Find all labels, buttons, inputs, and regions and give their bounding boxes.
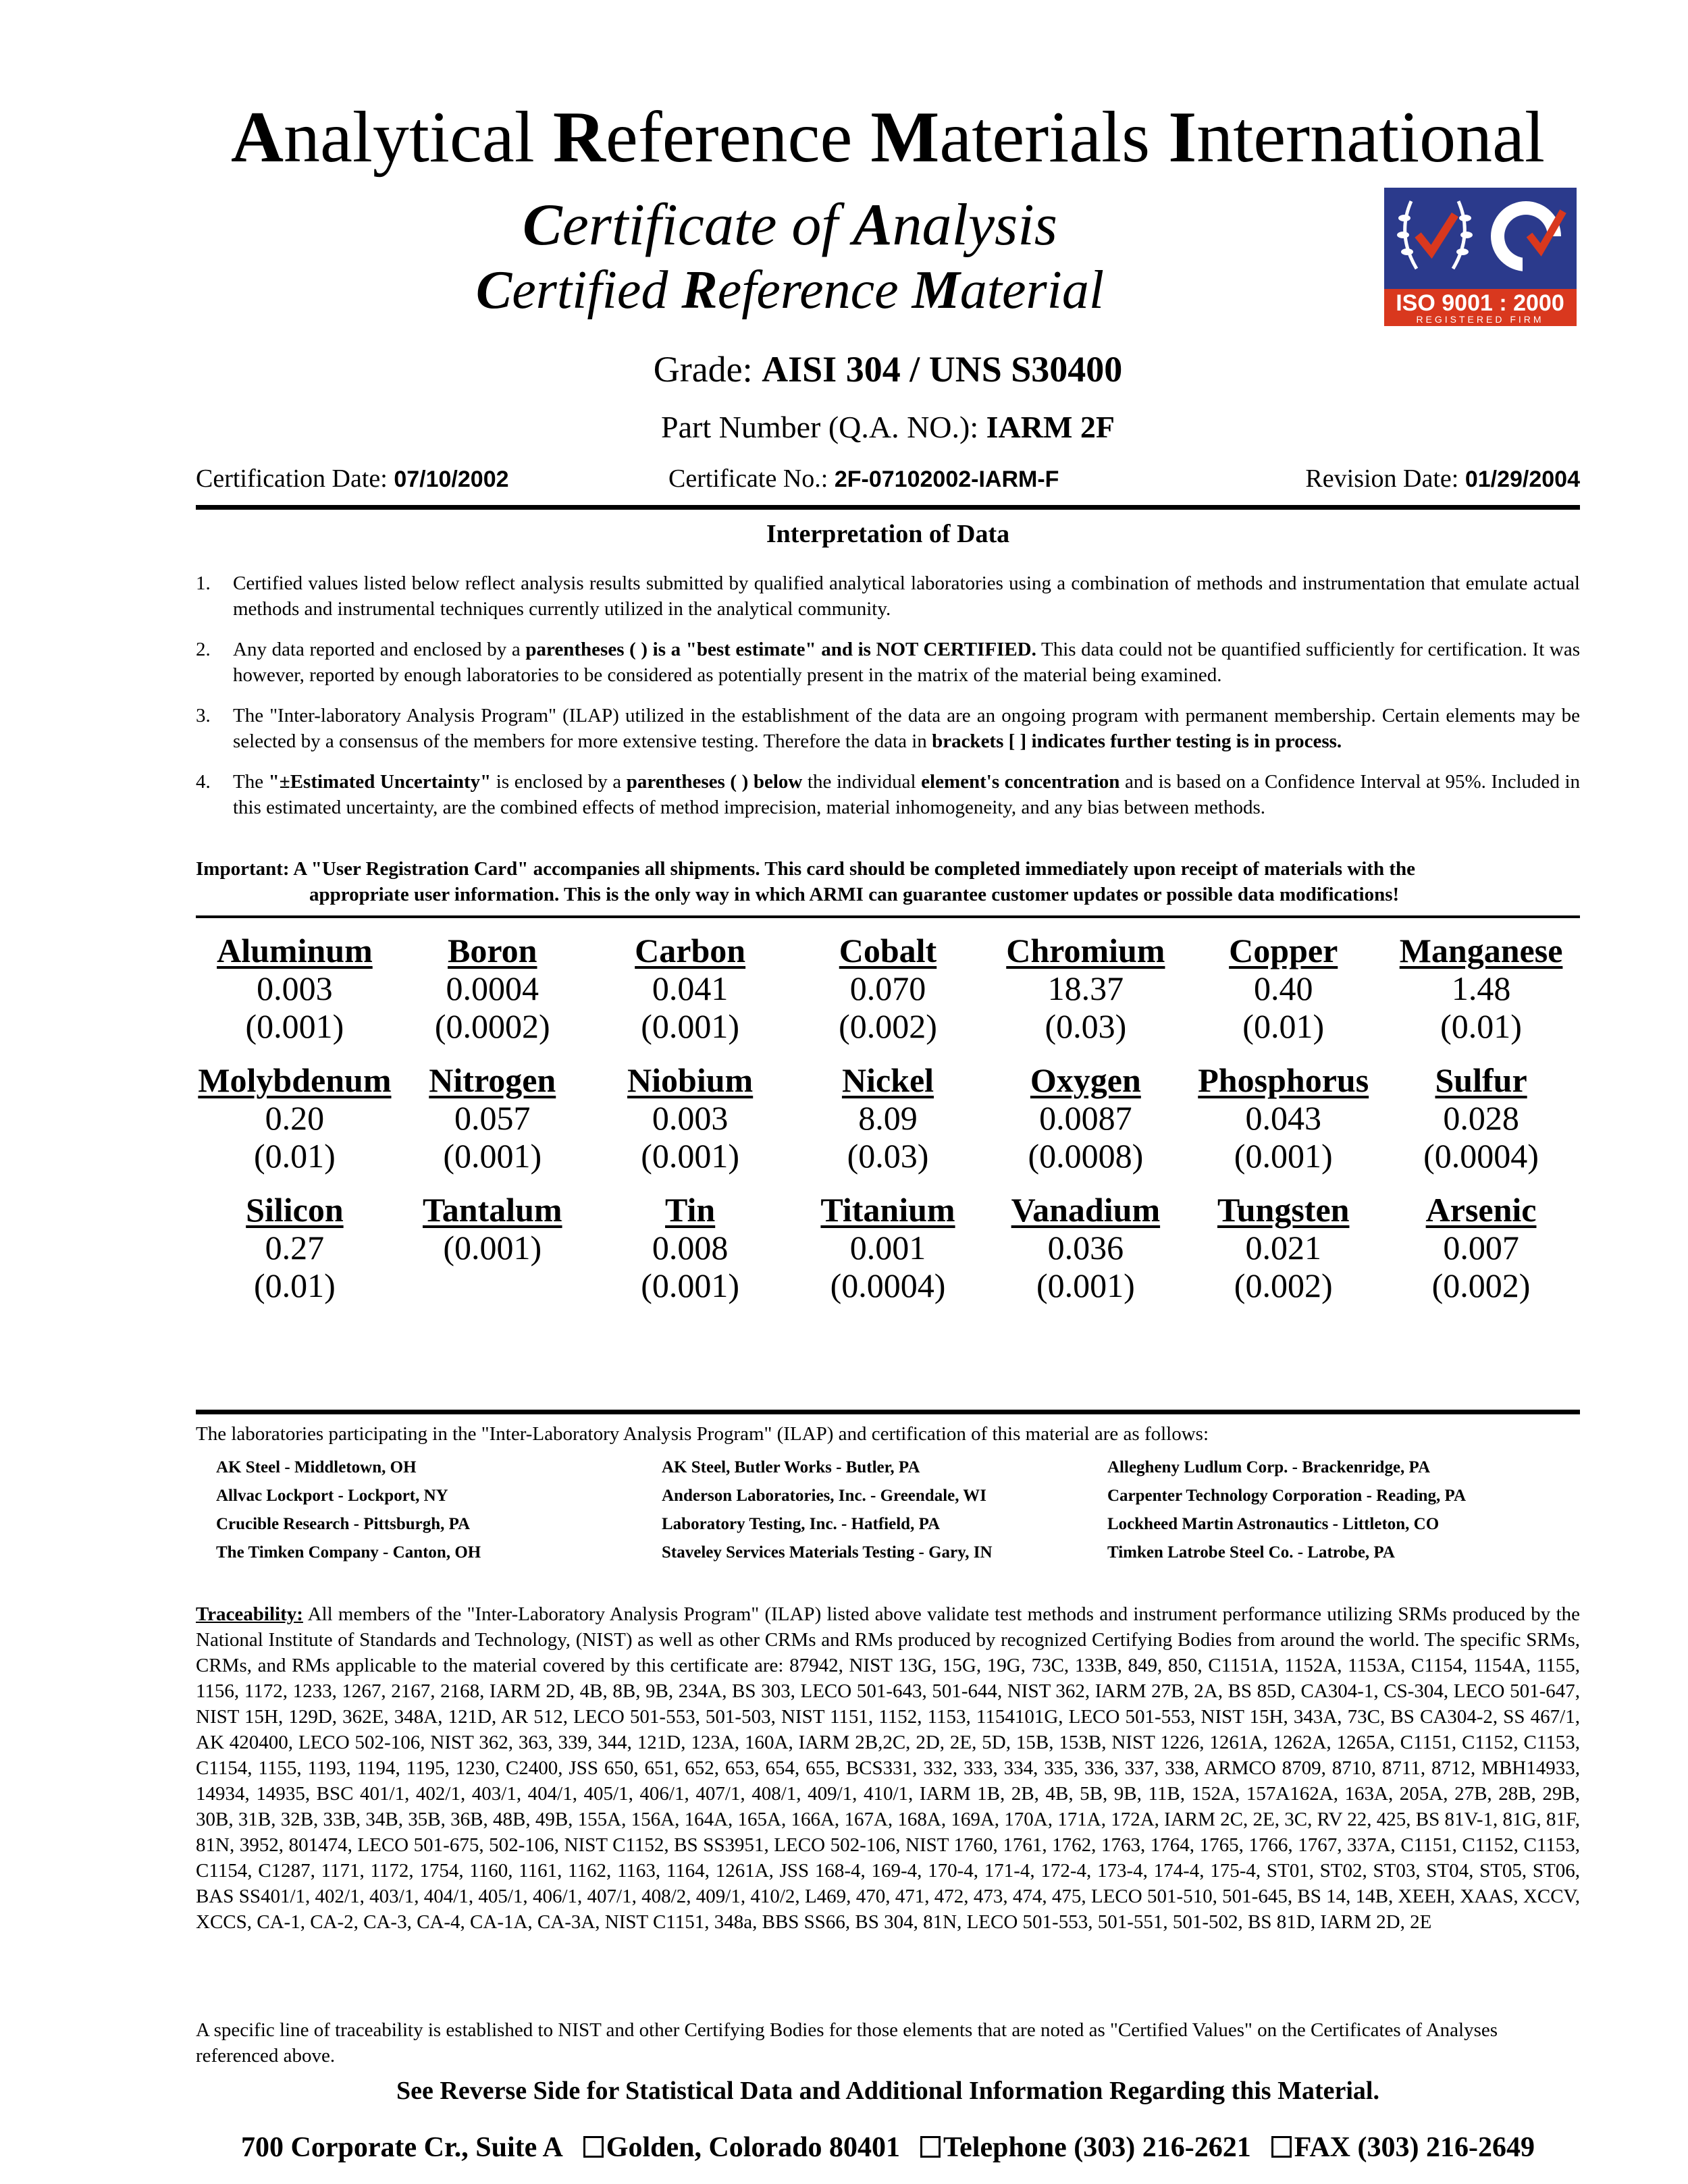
element-value: 0.007: [1443, 1229, 1519, 1267]
element-cell: [591, 1191, 789, 1321]
element-cell: [1382, 1191, 1580, 1321]
element-cell: [789, 1191, 987, 1321]
checkbox-glyph: [583, 2136, 604, 2158]
note-text: brackets [ ] indicates further testing is in process.: [932, 730, 1342, 752]
address-fax: FAX (303) 216-2649: [1294, 2132, 1535, 2163]
element-uncertainty: (0.001): [641, 1137, 740, 1175]
element-cell: [394, 1191, 591, 1321]
note-text: the individual: [802, 771, 922, 793]
element-uncertainty: (0.001): [641, 1267, 740, 1304]
divider-elements: [196, 915, 1580, 918]
element-uncertainty: (0.01): [1440, 1007, 1522, 1045]
element-value: 0.003: [652, 1099, 729, 1137]
element-uncertainty: (0.0008): [1028, 1137, 1144, 1175]
element-name: Niobium: [627, 1061, 754, 1099]
element-cell: [1382, 1061, 1580, 1191]
part-number-line: [196, 412, 1580, 443]
title-initial: M: [870, 97, 940, 178]
element-value: 0.041: [652, 969, 729, 1007]
element-row: [196, 932, 1580, 1061]
element-value: 1.48: [1451, 969, 1511, 1007]
address-phone: Telephone (303) 216-2621: [943, 2132, 1251, 2163]
traceability-label: Traceability:: [196, 1603, 303, 1625]
note-text: element's concentration: [921, 771, 1120, 793]
divider-labs: [196, 1410, 1580, 1414]
lab-item: Carpenter Technology Corporation - Reading, PA: [1107, 1487, 1467, 1505]
element-uncertainty: (0.002): [1431, 1267, 1531, 1304]
element-uncertainty: (0.03): [847, 1137, 929, 1175]
element-uncertainty: (0.002): [1234, 1267, 1333, 1304]
lab-item: Allegheny Ludlum Corp. - Brackenridge, PA: [1107, 1458, 1431, 1476]
element-cell: [986, 1061, 1184, 1191]
grade-label: Grade:: [653, 349, 762, 390]
labs-list: [216, 1458, 1580, 1562]
lab-item: Anderson Laboratories, Inc. - Greendale, WI: [662, 1487, 987, 1505]
title-rest: ertificate of: [562, 192, 853, 258]
element-cell: [986, 932, 1184, 1061]
address-city: Golden, Colorado 80401: [606, 2132, 900, 2163]
important-notice: [196, 856, 1580, 907]
title-initial: I: [1168, 97, 1197, 178]
title-rest: eference: [717, 261, 912, 320]
note-text: Certified values listed below reflect analysis results submitted by qualified analytical laboratories using a combination of methods and instrumentation that emulate actual methods and instrumental techniques currently utilized in the analytical community.: [233, 572, 1580, 620]
element-value: 0.008: [652, 1229, 729, 1267]
interpretation-note: [196, 570, 1580, 622]
lab-item: Laboratory Testing, Inc. - Hatfield, PA: [662, 1515, 941, 1533]
revision-date: Revision Date: 01/29/2004: [1305, 464, 1580, 493]
lab-item: Timken Latrobe Steel Co. - Latrobe, PA: [1107, 1543, 1395, 1562]
element-value: 18.37: [1047, 969, 1124, 1007]
element-value: 0.001: [849, 1229, 926, 1267]
element-name: Copper: [1229, 932, 1338, 969]
element-cell: [986, 1191, 1184, 1321]
title-rest: nternational: [1196, 97, 1546, 178]
title-initial: M: [912, 261, 960, 320]
element-name: Cobalt: [839, 932, 937, 969]
element-uncertainty: (0.001): [641, 1007, 740, 1045]
element-value: 0.021: [1245, 1229, 1321, 1267]
element-cell: [394, 1061, 591, 1191]
element-name: Sulfur: [1435, 1061, 1527, 1099]
element-name: Silicon: [246, 1191, 344, 1229]
element-name: Phosphorus: [1198, 1061, 1369, 1099]
lab-item: Lockheed Martin Astronautics - Littleton, CO: [1107, 1515, 1440, 1533]
element-uncertainty: (0.01): [1242, 1007, 1325, 1045]
element-uncertainty: (0.0002): [434, 1007, 550, 1045]
element-name: Nickel: [841, 1061, 934, 1099]
note-text: parentheses ( ) is a "best estimate" and is NOT CERTIFIED.: [525, 639, 1036, 660]
address-line: [196, 2133, 1580, 2162]
note-number: 4.: [196, 771, 211, 793]
note-text: and is based on a Confidence Interval at 95%. Included in this estimated uncertainty, are the combined effects of method imprecision, material inhomogeneity, and any bias between methods.: [233, 771, 1581, 818]
element-name: Chromium: [1006, 932, 1165, 969]
lab-item: Staveley Services Materials Testing - Gary, IN: [662, 1543, 993, 1562]
certification-date: Certification Date: 07/10/2002: [196, 464, 509, 493]
certificate-number: Certificate No.: 2F-07102002-IARM-F: [668, 464, 1059, 493]
traceability-paragraph: [196, 1601, 1580, 1935]
important-line-1: Important: A "User Registration Card" accompanies all shipments. This card should be completed immediately upon receipt of materials with the: [196, 858, 1415, 880]
element-name: Manganese: [1399, 932, 1563, 969]
element-cell: [394, 932, 591, 1061]
title-initial: A: [852, 192, 893, 258]
element-value: 8.09: [858, 1099, 918, 1137]
element-name: Tin: [665, 1191, 716, 1229]
element-value: 0.0004: [446, 969, 539, 1007]
certificate-page: [196, 97, 1581, 2163]
title-rest: eference: [605, 97, 853, 178]
interpretation-note: [196, 637, 1580, 688]
interpretation-note: [196, 703, 1580, 754]
element-name: Titanium: [820, 1191, 955, 1229]
reverse-side-note: See Reverse Side for Statistical Data and Additional Information Regarding this Material.: [396, 2077, 1379, 2105]
element-name: Boron: [448, 932, 537, 969]
title-rest: ertified: [512, 261, 682, 320]
element-uncertainty: (0.001): [443, 1137, 542, 1175]
certificate-title: [196, 192, 1384, 258]
element-name: Molybdenum: [198, 1061, 392, 1099]
element-name: Nitrogen: [429, 1061, 556, 1099]
element-table: [196, 932, 1580, 1321]
element-name: Vanadium: [1011, 1191, 1161, 1229]
lab-item: The Timken Company - Canton, OH: [216, 1543, 481, 1562]
element-uncertainty: (0.01): [254, 1267, 336, 1304]
element-value: 0.0087: [1039, 1099, 1132, 1137]
element-value: 0.057: [454, 1099, 531, 1137]
title-initial: R: [552, 97, 606, 178]
element-uncertainty: (0.01): [254, 1137, 336, 1175]
element-value: 0.028: [1443, 1099, 1519, 1137]
element-uncertainty: (0.002): [839, 1007, 937, 1045]
element-uncertainty: (0.001): [1036, 1267, 1135, 1304]
element-name: Tungsten: [1217, 1191, 1350, 1229]
interpretation-notes: [196, 570, 1580, 835]
important-line-2: appropriate user information. This is the only way in which ARMI can guarantee customer updates or possible data modifications!: [309, 884, 1400, 905]
element-name: Tantalum: [422, 1191, 562, 1229]
note-text: Any data reported and enclosed by a: [233, 639, 526, 660]
labs-intro: The laboratories participating in the "Inter-Laboratory Analysis Program" (ILAP) and certification of this material are as follows:: [196, 1423, 1209, 1445]
certificate-subtitle: [196, 261, 1384, 320]
element-value: (0.001): [443, 1229, 542, 1267]
element-uncertainty: (0.0004): [830, 1267, 946, 1304]
title-initial: C: [475, 261, 512, 320]
element-cell: [789, 1061, 987, 1191]
iso-logo: [1384, 188, 1577, 326]
interpretation-note: [196, 769, 1580, 820]
traceability-text: All members of the "Inter-Laboratory Analysis Program" (ILAP) listed above validate test methods and instrument performance utilizing SRMs produced by the National Institute of Standards and Technology, (NIST) as well as other CRMs and RMs produced by recognized Certifying Bodies from around the world. The specific SRMs, CRMs, and RMs applicable to the material covered by this certificate are: 87942, NIST 13G, 15G, 19G, 73C, 133B, 849, 850, C1151A, 1152A, 1153A, C1154, 1154A, 1155, 1156, 1172, 1233, 1267, 2167, 2168, IARM 2D, 4B, 8B, 9B, 234A, BS 303, LECO 501-643, 501-644, NIST 362, IARM 27B, 2A, BS 85D, CA304-1, CS-304, LECO 501-647, NIST 15H, 129D, 362E, 348A, 121D, AR 512, LECO 501-553, 501-503, NIST 1151, 1152, 1153, 1154101G, LECO 501-553, NIST 15H, 343A, 73C, BS CA304-2, SS 467/1, AK 420400, LECO 502-106, NIST 362, 363, 339, 344, 121D, 123A, 160A, IARM 2B,2C, 2D, 2E, 5D, 15B, 153B, NIST 1226, 1261A, 1262A, 1265A, C1151, C1152, C1153, C1154, 1155, 1193, 1194, 1195, 1230, C2400, JSS 650, 651, 652, 653, 654, 655, BCS331, 332, 333, 334, 335, 336, 337, 338, ARMCO 8709, 8710, 8711, 8712, MBH14933, 14934, 14935, BSC 401/1, 402/1, 403/1, 404/1, 405/1, 406/1, 407/1, 408/1, 409/1, 410/1, IARM 1B, 2B, 4B, 5B, 9B, 11B, 152A, 157A162A, 163A, 205A, 27B, 28B, 29B, 30B, 31B, 32B, 33B, 34B, 35B, 36B, 48B, 49B, 155A, 156A, 164A, 165A, 166A, 167A, 168A, 169A, 170A, 171A, 172A, IARM 2C, 2E, 3C, RV 22, 425, BS 81V-1, 81G, 81F, 81N, 3952, 801474, LECO 501-675, 502-106, NIST C1152, BS SS3951, LECO 502-106, NIST 1760, 1761, 1762, 1763, 1764, 1765, 1766, 1767, 337A, C1151, C1152, C1153, C1154, C1287, 1171, 1172, 1754, 1160, 1161, 1162, 1163, 1164, 1261A, JSS 168-4, 169-4, 170-4, 171-4, 172-4, 173-4, 174-4, 175-4, ST01, ST02, ST03, ST04, ST05, ST06, BAS SS401/1, 402/1, 403/1, 404/1, 405/1, 406/1, 407/1, 408/2, 409/1, 410/2, L469, 470, 471, 472, 473, 474, 475, LECO 501-510, 501-645, BS 14, 14B, XEEH, XAAS, XCCV, XCCS, CA-1, CA-2, CA-3, CA-4, CA-1A, CA-3A, NIST C1151, 348a, BBS SS66, BS 304, 81N, LECO 501-553, 501-551, 501-502, BS 81D, IARM 2D, 2E: [196, 1603, 1580, 1933]
element-uncertainty: (0.001): [1234, 1137, 1333, 1175]
element-cell: [196, 1061, 394, 1191]
checkbox-glyph: [1271, 2136, 1292, 2158]
title-rest: nalytical: [283, 97, 535, 178]
element-cell: [591, 932, 789, 1061]
element-name: Arsenic: [1425, 1191, 1537, 1229]
lab-item: AK Steel - Middletown, OH: [216, 1458, 417, 1476]
grade-line: [196, 351, 1580, 388]
element-uncertainty: (0.0004): [1423, 1137, 1539, 1175]
element-value: 0.036: [1047, 1229, 1124, 1267]
element-value: 0.27: [265, 1229, 325, 1267]
element-name: Oxygen: [1030, 1061, 1141, 1099]
element-cell: [1184, 1061, 1382, 1191]
element-uncertainty: (0.001): [245, 1007, 344, 1045]
title-rest: aterials: [939, 97, 1151, 178]
address-street: 700 Corporate Cr., Suite A: [241, 2132, 563, 2163]
element-uncertainty: (0.03): [1045, 1007, 1127, 1045]
note-text: is enclosed by a: [491, 771, 627, 793]
note-text: "±Estimated Uncertainty": [268, 771, 492, 793]
logo-text: ISO 9001 : 2000: [1396, 290, 1564, 316]
element-cell: [196, 1191, 394, 1321]
part-number-value: IARM 2F: [986, 410, 1115, 444]
logo-subtext: REGISTERED FIRM: [1416, 314, 1544, 325]
element-row: [196, 1191, 1580, 1321]
checkbox-glyph: [920, 2136, 941, 2158]
note-text: This data could not be quantified sufficiently for certification. It was however, reported by enough laboratories to be considered as potentially present in the matrix of the material being examined.: [233, 639, 1580, 686]
element-name: Aluminum: [217, 932, 373, 969]
element-value: 0.070: [849, 969, 926, 1007]
element-value: 0.043: [1245, 1099, 1321, 1137]
element-row: [196, 1061, 1580, 1191]
note-number: 3.: [196, 705, 211, 726]
lab-item: AK Steel, Butler Works - Butler, PA: [662, 1458, 920, 1476]
element-cell: [1184, 932, 1382, 1061]
traceability-note: A specific line of traceability is established to NIST and other Certifying Bodies for those elements that are noted as "Certified Values" on the Certificates of Analyses referenced above.: [196, 2019, 1498, 2067]
title-rest: aterial: [959, 261, 1105, 320]
element-value: 0.20: [265, 1099, 325, 1137]
title-rest: nalysis: [892, 192, 1057, 258]
grade-value: AISI 304 / UNS S30400: [762, 349, 1123, 390]
note-text: parentheses ( ) below: [626, 771, 803, 793]
title-initial: A: [230, 97, 284, 178]
interpretation-heading: Interpretation of Data: [766, 520, 1010, 548]
element-name: Carbon: [635, 932, 746, 969]
element-cell: [196, 932, 394, 1061]
note-number: 1.: [196, 572, 211, 594]
element-cell: [1184, 1191, 1382, 1321]
company-name: [196, 97, 1580, 178]
element-cell: [789, 932, 987, 1061]
element-cell: [591, 1061, 789, 1191]
lab-item: Allvac Lockport - Lockport, NY: [216, 1487, 448, 1505]
lab-item: Crucible Research - Pittsburgh, PA: [216, 1515, 471, 1533]
divider-top: [196, 505, 1580, 510]
element-value: 0.003: [257, 969, 333, 1007]
note-text: The "Inter-laboratory Analysis Program" (ILAP) utilized in the establishment of the data are an ongoing program with permanent membership. Certain elements may be selected by a consensus of the members for more extensive testing. Therefore the data in: [233, 705, 1580, 752]
element-cell: [1382, 932, 1580, 1061]
note-text: The: [233, 771, 269, 793]
note-number: 2.: [196, 639, 211, 660]
title-initial: R: [681, 261, 718, 320]
part-number-label: Part Number (Q.A. NO.):: [661, 410, 986, 444]
title-initial: C: [523, 192, 562, 258]
element-value: 0.40: [1253, 969, 1313, 1007]
